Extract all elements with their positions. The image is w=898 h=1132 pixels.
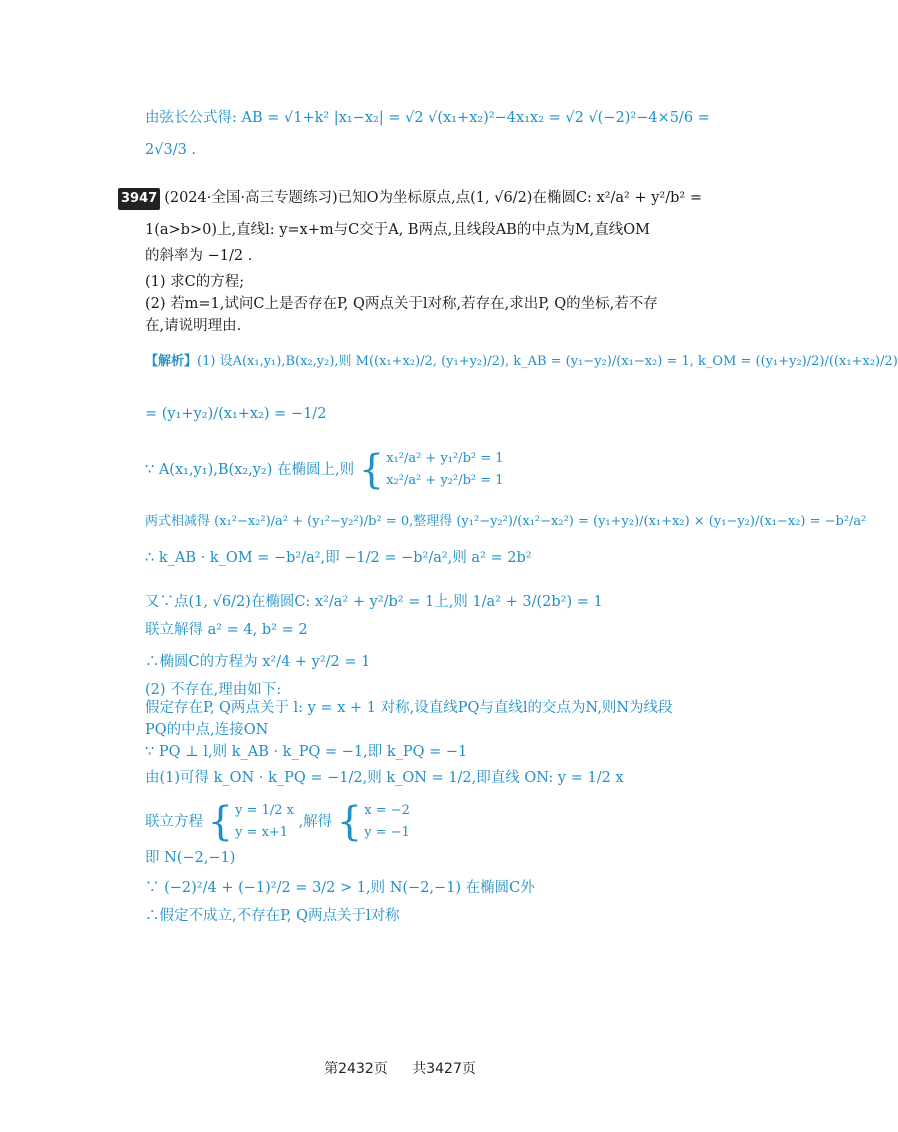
question-part-2a: (2) 若m=1,试问C上是否存在P, Q两点关于l对称,若存在,求出P, Q的坐标,若不存 [145,296,658,312]
chord-formula: 由弦长公式得: AB = √1+k² |x₁−x₂| = √2 √(x₁+x₂)²−4x₁x₂ = √2 √(−2)²−4×5/6 = [145,110,710,126]
solution-line-8: ∴椭圆C的方程为 x²/4 + y²/2 = 1 [145,654,371,670]
solution-text-14: 联立方程 [145,814,203,830]
question-text-1: (2024·全国·高三专题练习)已知O为坐标原点,点(1, √6/2)在椭圆C: x²/a² + y²/b² = [164,190,702,206]
line-system-eq-2: y = x+1 [235,825,289,840]
solution-line-10: 假定存在P, Q两点关于 l: y = x + 1 对称,设直线PQ与直线l的交点为N,则N为线段 [145,700,673,716]
question-part-2b: 在,请说明理由. [145,318,242,334]
solution-line-3 [145,448,504,492]
solution-line-7: 联立解得 a² = 4, b² = 2 [145,622,308,638]
question-part-1: (1) 求C的方程; [145,274,245,290]
solution-text-14-mid: ,解得 [298,814,333,830]
question-line-3: 的斜率为 −1/2 . [145,248,253,264]
solution-eq-2: y = −1 [364,825,410,840]
solution-system: { x = −2 y = −1 [336,799,410,845]
solution-text-3: ∵ A(x₁,y₁),B(x₂,y₂) 在椭圆上,则 [145,462,355,478]
solution-line-17: ∴假定不成立,不存在P, Q两点关于l对称 [145,908,400,924]
solution-line-4: 两式相减得 (x₁²−x₂²)/a² + (y₁²−y₂²)/b² = 0,整理得 (y₁²−y₂²)/(x₁²−x₂²) = (y₁+y₂)/(x₁+x₂) × (y₁−y₂)/(x₁−x₂) = −b²/a² [145,514,867,529]
solution-line-14 [145,800,410,844]
chord-result: 2√3/3 . [145,142,197,158]
page-footer [0,1058,800,1078]
page-number: 第2432页 [324,1061,388,1077]
solution-line-11: PQ的中点,连接ON [145,722,269,738]
solution-text-1: (1) 设A(x₁,y₁),B(x₂,y₂),则 M((x₁+x₂)/2, (y₁+y₂)/2), k_AB = (y₁−y₂)/(x₁−x₂) = 1, k_OM = ((y₁+y₂)/2)/((x₁+x₂)/2) [197,354,898,369]
system-eq-2: x₂²/a² + y₂²/b² = 1 [386,473,504,488]
line-system: { y = 1/2 x y = x+1 [207,799,294,845]
solution-line-1 [145,352,898,372]
system-eq-1: x₁²/a² + y₁²/b² = 1 [386,451,504,466]
line-system-eq-1: y = 1/2 x [235,803,294,818]
solution-line-6: 又∵点(1, √6/2)在椭圆C: x²/a² + y²/b² = 1上,则 1/a² + 3/(2b²) = 1 [145,594,603,610]
question-number: 3947 [118,188,160,210]
solution-line-2: = (y₁+y₂)/(x₁+x₂) = −1/2 [145,406,327,422]
solution-line-5: ∴ k_AB · k_OM = −b²/a²,即 −1/2 = −b²/a²,则 a² = 2b² [145,550,532,566]
solution-eq-1: x = −2 [364,803,410,818]
question-line-1 [118,188,702,210]
solution-line-9: (2) 不存在,理由如下: [145,682,282,698]
solution-line-15: 即 N(−2,−1) [145,850,236,866]
solution-tag: 【解析】 [145,354,198,369]
page-total: 共3427页 [412,1061,476,1077]
solution-line-13: 由(1)可得 k_ON · k_PQ = −1/2,则 k_ON = 1/2,即直线 ON: y = 1/2 x [145,770,624,786]
solution-line-12: ∵ PQ ⊥ l,则 k_AB · k_PQ = −1,即 k_PQ = −1 [145,744,468,760]
solution-line-16: ∵ (−2)²/4 + (−1)²/2 = 3/2 > 1,则 N(−2,−1) 在椭圆C外 [145,880,535,896]
ellipse-system: { x₁²/a² + y₁²/b² = 1 x₂²/a² + y₂²/b² = 1 [358,447,504,493]
question-line-2: 1(a>b>0)上,直线l: y=x+m与C交于A, B两点,且线段AB的中点为M,直线OM [145,222,651,238]
